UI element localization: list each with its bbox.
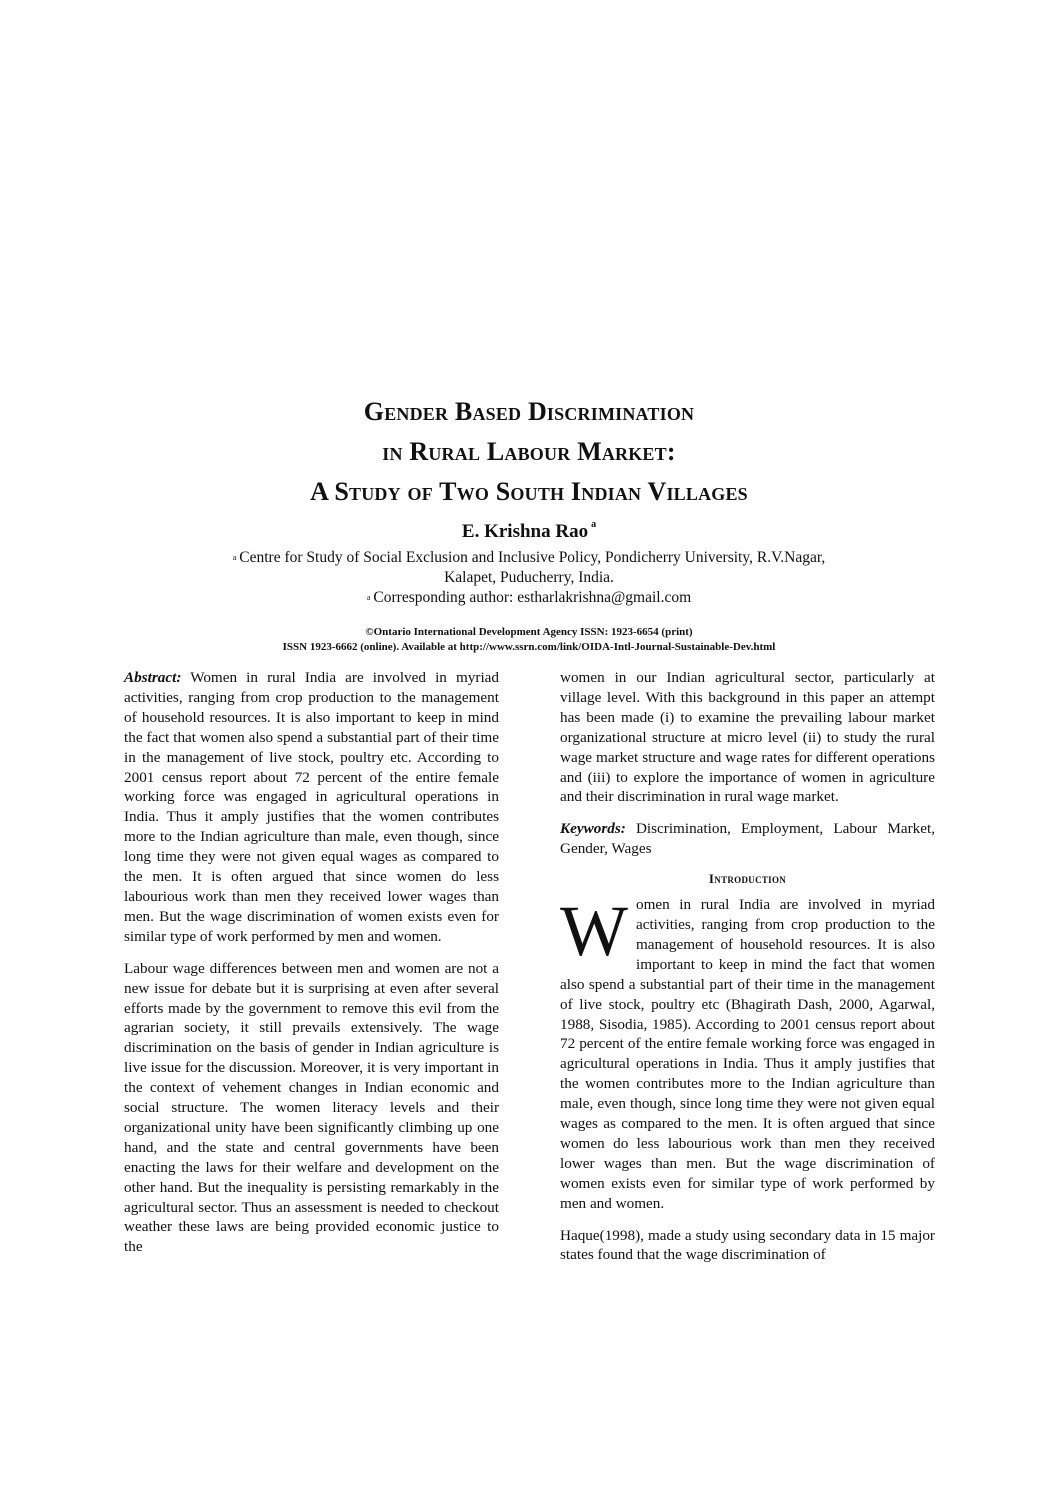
author-name: E. Krishna Rao: [461, 521, 589, 542]
abstract-paragraph-2: Labour wage differences between men and women are not a new issue for debate but it is surprising at even after several efforts made by the government to remove this evil from the agrarian society, it still prevails extensively. The wage discrimination on the basis of gender in Indian agriculture is live issue for the discussion. Moreover, it is very important in the context of vehement changes in Indian economic and social structure. The women literacy levels and their organizational unity have been significantly climbing up one hand, and the state and central governments have been enacting the laws for their welfare and development on the other hand. But the inequality is persisting remarkably in the agricultural sector. Thus an assessment is needed to checkout weather these laws are being provided economic justice to the: [124, 959, 499, 1256]
title-line-2: in Rural Labour Market:: [382, 437, 676, 466]
copyright-line-1: ©Ontario International Development Agency ISSN: 1923-6654 (print): [365, 626, 693, 638]
abstract-paragraph-3: women in our Indian agricultural sector, particularly at village level. With this background in this paper an attempt has been made (i) to examine the prevailing labour market organizational structure at micro level (ii) to study the rural wage market structure and wage rates for different operations and (iii) to explore the importance of women in agriculture and their discrimination in rural wage market.: [560, 669, 935, 806]
keywords-paragraph: [560, 819, 935, 859]
introduction-heading: Introduction: [708, 871, 787, 887]
corresponding-text: Corresponding author: estharlakrishna@gmail.com: [373, 589, 692, 606]
keywords-label: Keywords:: [560, 820, 626, 838]
abstract-text-1: Women in rural India are involved in myriad activities, ranging from crop production to the management of household resources. It is also important to keep in mind the fact that women also spend a substantial part of their time in the management of live stock, poultry etc. According to 2001 census report about 72 percent of the entire female working force was engaged in agricultural operations in India. Thus it amply justifies that the women contributes more to the Indian agriculture than male, even though, since long time they were not given equal wages as compared to the men. It is often argued that since women do less labourious work than men they received lower wages than men. But the wage discrimination of women exists even for similar type of work performed by men and women.: [124, 669, 499, 945]
affiliation-line-1: [0, 548, 1058, 568]
paper-title: [0, 392, 1058, 512]
author-line: [0, 521, 1058, 543]
keywords-text: Discrimination, Employment, Labour Market, Gender, Wages: [560, 820, 935, 858]
left-column: [124, 668, 499, 1269]
abstract-label: Abstract:: [124, 669, 182, 686]
author-mark: a: [591, 519, 597, 530]
right-column: [560, 668, 935, 1277]
affiliation-text-1: Centre for Study of Social Exclusion and Inclusive Policy, Pondicherry University, R.V.Nagar,: [239, 549, 826, 566]
title-line-1: Gender Based Discrimination: [363, 397, 695, 426]
drop-cap: W: [560, 891, 628, 972]
corresponding-mark: a: [366, 593, 371, 602]
abstract-paragraph-1: [124, 668, 499, 947]
introduction-paragraph-1: [560, 891, 935, 1214]
affiliation-mark: a: [232, 553, 237, 562]
introduction-paragraph-2: Haque(1998), made a study using secondary data in 15 major states found that the wage discrimination of: [560, 1226, 935, 1264]
introduction-text-1: omen in rural India are involved in myriad activities, ranging from crop production to the management of household resources. It is also important to keep in mind the fact that women also spend a substantial part of their time in the management of live stock, poultry etc (Bhagirath Dash, 2000, Agarwal, 1988, Sisodia, 1985). According to 2001 census report about 72 percent of the entire female working force was engaged in agricultural operations in India. Thus it amply justifies that the women contributes more to the Indian agriculture than male, even though, since long time they were not given equal wages as compared to the men. It is often argued that since women do less labourious work than men they received lower wages than men. But the wage discrimination of women exists even for similar type of work performed by men and women.: [560, 896, 935, 1212]
copyright-line-2: ISSN 1923-6662 (online). Available at http://www.ssrn.com/link/OIDA-Intl-Journal-Sustainable-Dev.html: [282, 641, 776, 653]
corresponding-author: [0, 588, 1058, 608]
title-line-3: A Study of Two South Indian Villages: [310, 477, 748, 506]
affiliation-line-2: Kalapet, Puducherry, India.: [444, 569, 614, 586]
